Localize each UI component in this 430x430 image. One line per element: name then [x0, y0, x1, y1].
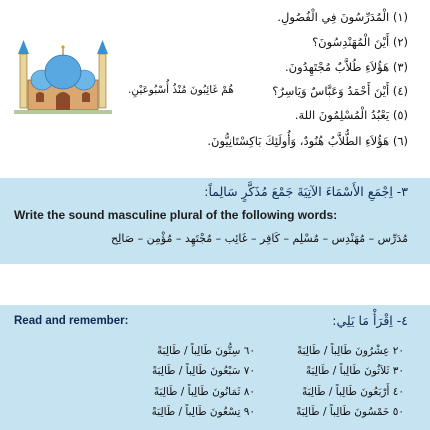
exercise-4-title: ٤- اِقْرَأْ مَا يَلِي:: [332, 313, 408, 328]
exercise-3-words: مُدَرِّس – مُهَنْدِس – مُسْلِم – كَافِر – غَائِب – مُجْتَهِد – مُؤْمِن – صَالِح: [110, 232, 408, 245]
number-item: ٣٠ ثَلاَثُونَ طَالِباً / طَالِبَةً: [305, 365, 404, 377]
number-item: ٧٠ سَبْعُونَ طَالِباً / طَالِبَةً: [151, 365, 255, 377]
exercise-4-panel: [0, 305, 430, 430]
number-item: ٨٠ ثَمَانُونَ طَالِباً / طَالِبَةً: [153, 386, 255, 398]
list-item: (١) الْمُدَرِّسُونَ فِي الْفُصُولِ.: [277, 10, 408, 24]
exercise-3-instruction: Write the sound masculine plural of the following words:: [14, 208, 338, 222]
number-item: ٩٠ تِسْعُونَ طَالِباً / طَالِبَةً: [151, 406, 255, 418]
number-item: ٦٠ سِتُّونَ طَالِباً / طَالِبَةً: [157, 345, 255, 357]
number-item: ٥٠ خَمْسُونَ طَالِباً / طَالِبَةً: [296, 406, 404, 418]
list-item: (٦) هَؤُلاَءِ الطُّلاَّبُ هُنُودٌ، وَأُولَئِكَ بَاكِسْتَانِيُّونَ.: [207, 134, 408, 148]
exercise-3-panel: [0, 178, 430, 264]
aside-sentence: هُمْ غَائِبُونَ مُنْذُ أُسْبُوعَيْنِ.: [128, 84, 234, 96]
number-item: ٤٠ أَرْبَعُونَ طَالِباً / طَالِبَةً: [302, 386, 404, 398]
list-item: (٣) هَؤُلاَءِ طُلاَّبٌ مُجْتَهِدُونَ.: [285, 60, 408, 74]
list-item: (٥) يَعْبُدُ الْمُسْلِمُونَ اللهَ.: [294, 108, 408, 122]
number-item: ٢٠ عِشْرُونَ طَالِباً / طَالِبَةً: [296, 345, 404, 357]
exercise-4-instruction: Read and remember:: [14, 315, 129, 327]
list-item: (٢) أَيْنَ الْمُهَنْدِسُونَ؟: [312, 35, 408, 49]
mosque-illustration: [14, 36, 112, 114]
exercise-3-title: ٣- اِجْمَعِ الأَسْمَاءَ الآتِيَةَ جَمْعَ مُذَكَّرٍ سَالِماً:: [204, 184, 408, 199]
list-item: (٤) أَيْنَ أَحْمَدُ وَعَبَّاسٌ وَيَاسِرٌ؟: [272, 84, 408, 98]
